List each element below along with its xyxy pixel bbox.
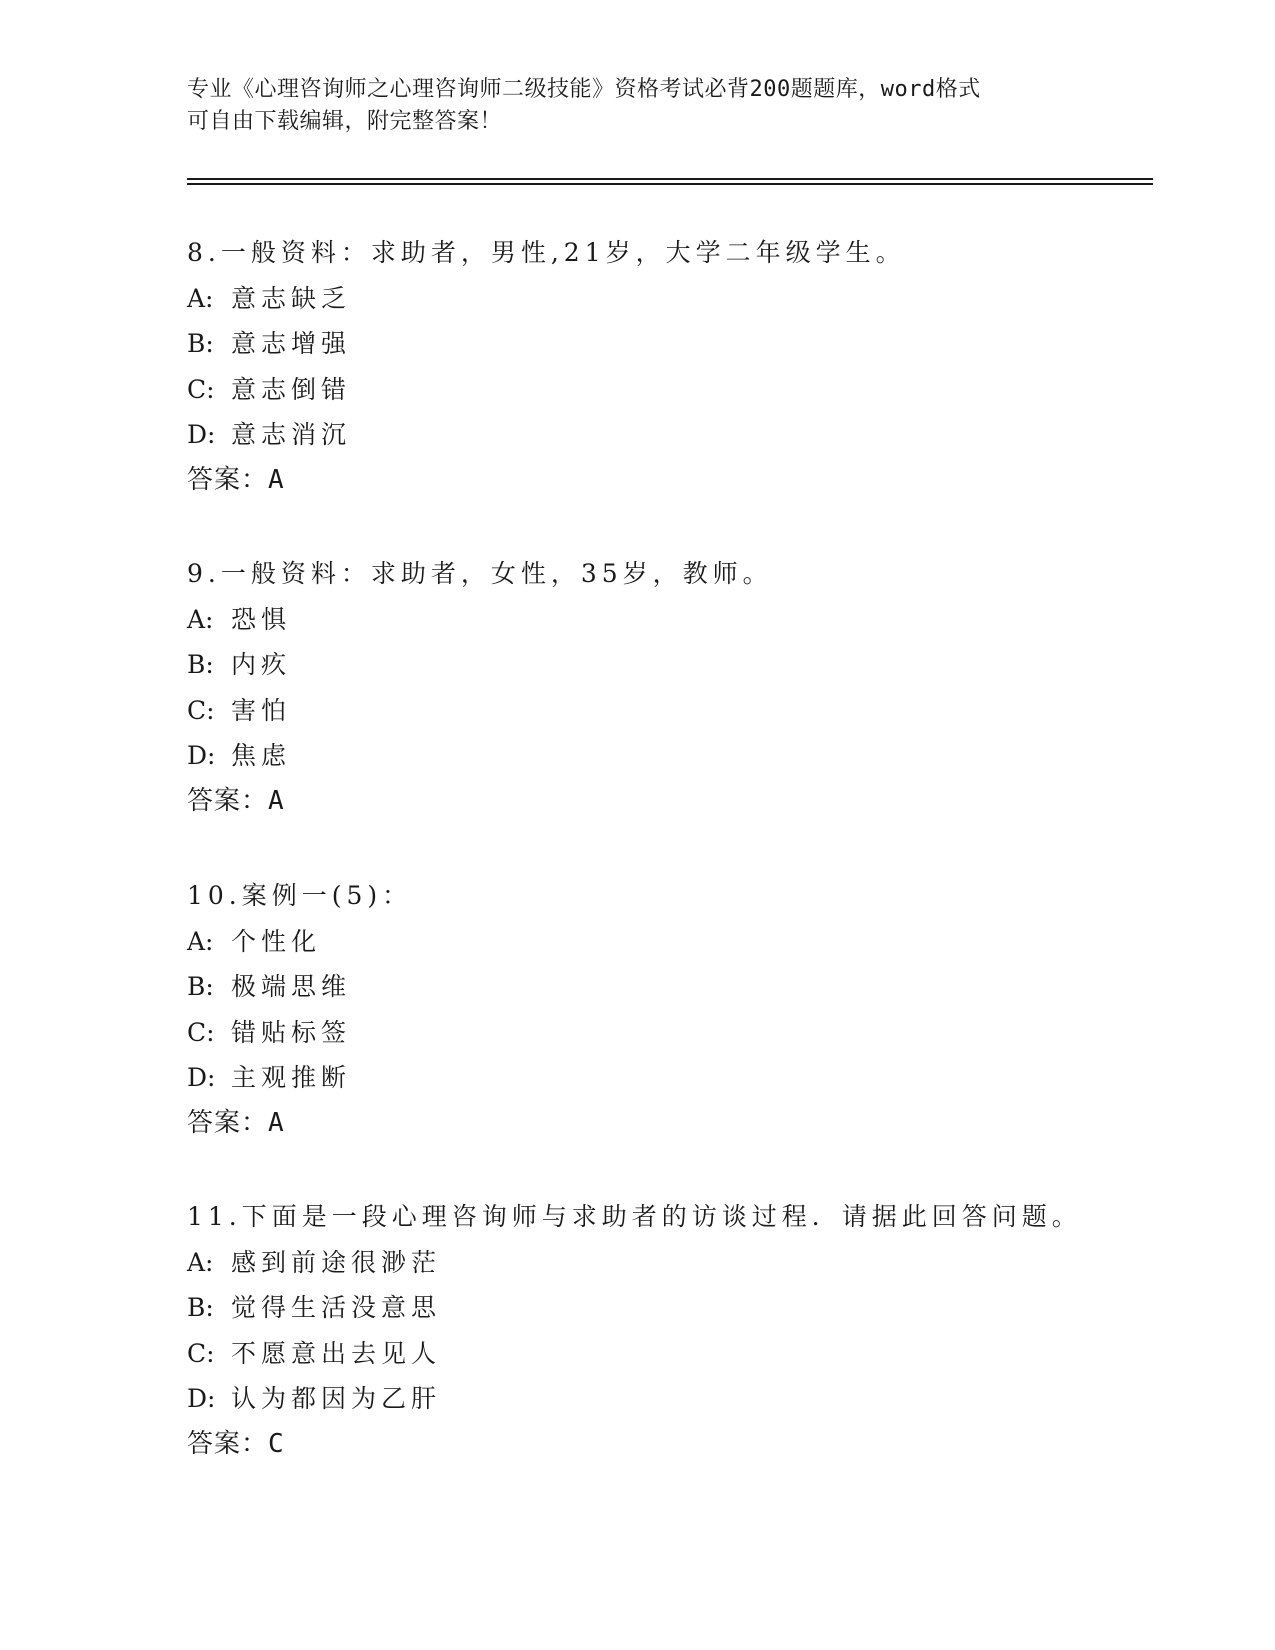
option-letter: D: xyxy=(187,1063,216,1092)
option-text: 意志增强 xyxy=(231,329,352,358)
question-10 xyxy=(187,873,412,1146)
option-text: 意志缺乏 xyxy=(231,283,352,313)
option-text: 个性化 xyxy=(231,926,322,956)
option-letter: C: xyxy=(187,695,215,725)
answer-line: 答案：C xyxy=(187,1428,285,1459)
header-title-line-1: 专业《心理咨询师之心理咨询师二级技能》资格考试必背200题题库，word格式 xyxy=(187,77,981,102)
option-a xyxy=(187,919,412,965)
option-letter: C: xyxy=(187,1017,215,1047)
header-divider-bottom xyxy=(187,183,1153,185)
question-11 xyxy=(187,1194,1082,1467)
option-b xyxy=(187,964,412,1010)
option-letter: A: xyxy=(187,926,214,956)
option-text: 恐惧 xyxy=(231,604,292,634)
option-d xyxy=(187,733,773,779)
option-letter: A: xyxy=(187,604,214,634)
option-text: 害怕 xyxy=(231,695,292,725)
option-letter: C: xyxy=(187,1338,215,1368)
option-text: 感到前途很渺茫 xyxy=(231,1247,442,1277)
answer-line: 答案：A xyxy=(187,464,285,495)
option-a xyxy=(187,597,773,643)
question-stem: 8.一般资料：求助者，男性,21岁，大学二年级学生。 xyxy=(187,238,906,267)
option-text: 认为都因为乙肝 xyxy=(231,1384,442,1413)
option-c xyxy=(187,1331,1082,1377)
option-letter: A: xyxy=(187,1247,214,1277)
answer-line: 答案：A xyxy=(187,1107,285,1138)
option-letter: A: xyxy=(187,283,214,313)
option-a xyxy=(187,276,906,322)
option-text: 主观推断 xyxy=(231,1063,352,1092)
option-d xyxy=(187,1376,1082,1422)
header-divider-top xyxy=(187,178,1153,180)
option-letter: B: xyxy=(187,972,214,1001)
option-d xyxy=(187,412,906,458)
question-stem: 11.下面是一段心理咨询师与求助者的访谈过程．请据此回答问题。 xyxy=(187,1202,1082,1231)
header-title-line-2: 可自由下载编辑，附完整答案！ xyxy=(187,109,503,134)
option-letter: B: xyxy=(187,329,214,358)
option-text: 觉得生活没意思 xyxy=(231,1293,442,1322)
option-letter: D: xyxy=(187,1384,216,1413)
option-letter: B: xyxy=(187,1293,214,1322)
question-8 xyxy=(187,230,906,503)
option-c xyxy=(187,1010,412,1056)
option-text: 极端思维 xyxy=(231,972,352,1001)
option-b xyxy=(187,321,906,367)
question-stem: 9.一般资料：求助者，女性，35岁，教师。 xyxy=(187,559,773,588)
option-c xyxy=(187,688,773,734)
option-letter: D: xyxy=(187,741,216,770)
option-text: 意志倒错 xyxy=(231,374,352,404)
question-9 xyxy=(187,551,773,824)
option-a xyxy=(187,1240,1082,1286)
option-letter: C: xyxy=(187,374,215,404)
option-text: 焦虑 xyxy=(231,741,292,770)
answer-line: 答案：A xyxy=(187,785,285,816)
option-d xyxy=(187,1055,412,1101)
option-text: 内疚 xyxy=(231,650,292,679)
option-c xyxy=(187,367,906,413)
question-stem: 10.案例一(5)： xyxy=(187,881,413,910)
document-header xyxy=(187,74,1067,138)
option-text: 错贴标签 xyxy=(231,1017,352,1047)
option-b xyxy=(187,642,773,688)
option-text: 意志消沉 xyxy=(231,420,352,449)
option-text: 不愿意出去见人 xyxy=(231,1338,442,1368)
option-letter: D: xyxy=(187,420,216,449)
option-b xyxy=(187,1285,1082,1331)
option-letter: B: xyxy=(187,650,214,679)
